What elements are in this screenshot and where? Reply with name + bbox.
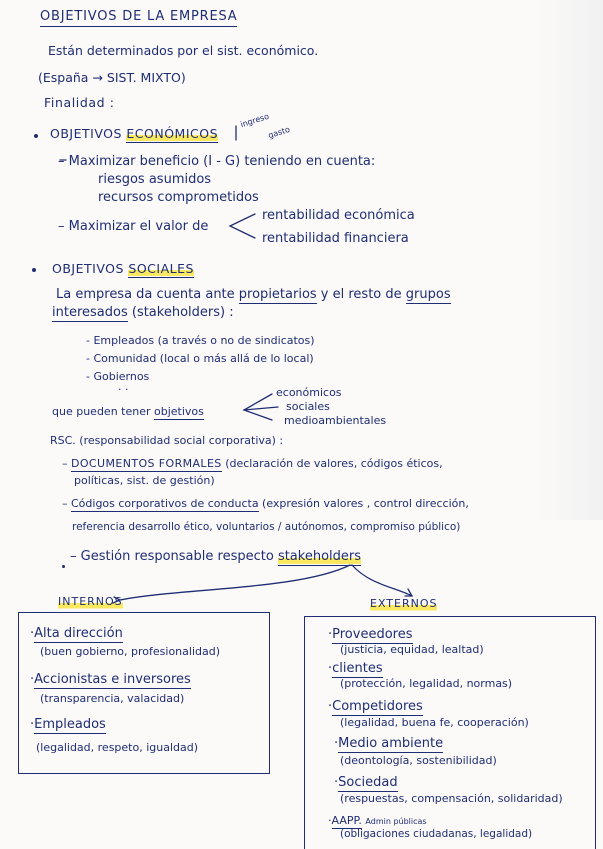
externos-item-4: ·Medio ambiente [334,736,444,751]
page-title: OBJETIVOS DE LA EMPRESA [40,10,237,27]
obj-type-medioambientales: medioambientales [284,414,387,427]
group-dots: · · [118,383,129,396]
sociales-line2-b: (stakeholders) : [127,305,234,320]
sociales-line1-a: La empresa da cuenta ante [56,287,239,302]
externos-item-2-desc: (protección, legalidad, normas) [340,677,513,690]
bullet-dot [32,268,36,272]
sociales-line2-interesados: interesados [52,305,128,320]
intro-line: Están determinados por el sist. económico. [48,43,319,58]
economicos-heading [50,127,218,141]
sociales-heading-prefix: OBJETIVOS [52,261,129,276]
rsc-documentos-desc-2: políticas, sist. de gestión) [74,474,215,487]
gestion-prefix: – Gestión responsable respecto [70,549,278,564]
internos-item-2: ·Accionistas e inversores [30,672,191,687]
branch-rentabilidad-economica: rentabilidad económica [262,208,415,223]
finalidad-label: Finalidad : [44,95,115,110]
bracket-objetivos-mid [244,407,278,410]
externos-item-6-extra: Admin públicas [365,817,427,826]
externos-item-6-desc: (obligaciones ciudadanas, legalidad) [340,828,533,840]
objetivos-line [52,406,204,419]
spain-line: (España → SIST. MIXTO) [38,70,186,85]
internos-item-1: ·Alta dirección [30,626,123,641]
sociales-line1-c: y el resto de [316,287,406,302]
internos-item-3-title: Empleados [34,717,106,732]
rsc-codigos-title: Códigos corporativos de conducta [71,497,259,510]
sociales-heading-highlight: SOCIALES [128,261,194,276]
objetivos-word: objetivos [154,405,204,418]
economicos-sub-1: riesgos asumidos [98,172,212,187]
internos-item-3: ·Empleados [30,717,106,732]
internos-item-1-desc: (buen gobierno, profesionalidad) [40,645,220,658]
obj-type-economicos: económicos [276,386,342,399]
note-gasto: gasto [267,124,292,141]
internos-item-3-desc: (legalidad, respeto, igualdad) [36,741,199,754]
externos-item-3: ·Competidores [328,699,423,714]
arrow-internos [120,565,350,600]
sociales-line-2 [52,306,234,321]
externos-label: EXTERNOS [370,597,438,610]
rsc-documentos-title: DOCUMENTOS FORMALES [71,457,222,470]
externos-item-6: ·AAPP. Admin públicas [328,814,427,827]
rsc-documentos-desc: (declaración de valores, códigos éticos, [221,457,443,470]
branch-rentabilidad-financiera: rentabilidad financiera [262,231,409,246]
arrow-externos [352,565,412,596]
externos-item-5-desc: (respuestas, compensación, solidaridad) [340,792,563,805]
sociales-heading [52,262,194,276]
sociales-line1-grupos: grupos [405,287,451,302]
group-empleados: - Empleados (a través o no de sindicatos) [86,334,315,347]
externos-item-5: ·Sociedad [334,775,398,790]
bracket-objetivos [244,394,272,420]
rsc-codigos: – Códigos corporativos de conducta (expresión valores , control dirección, [62,497,469,510]
externos-item-6-title: AAPP. [331,814,362,827]
externos-item-4-desc: (deontología, sostenibilidad) [340,754,497,767]
bullet-dot [62,565,65,568]
bullet-dot [34,134,38,138]
group-comunidad: - Comunidad (local o más allá de lo local) [86,352,314,365]
rsc-codigos-desc: (expresión valores , control dirección, [258,497,469,510]
externos-item-1-desc: (justicia, equidad, lealtad) [340,643,484,656]
note-ingreso: ingreso [239,111,271,130]
economicos-heading-highlight: ECONÓMICOS [126,126,219,141]
background-bleed [533,0,603,520]
rsc-codigos-desc-2: referencia desarrollo ético, voluntarios / autónomos, compromiso público) [72,521,461,533]
externos-item-3-desc: (legalidad, buena fe, cooperación) [340,716,529,729]
internos-label: INTERNOS [58,595,123,608]
gestion-line [70,550,361,565]
economicos-item-2: – Maximizar el valor de [58,219,209,234]
economicos-heading-prefix: OBJETIVOS [50,126,127,141]
bracket-valor [230,214,255,238]
sociales-line-1 [56,288,451,303]
externos-item-5-title: Sociedad [338,775,398,790]
economicos-sub-2: recursos comprometidos [98,190,259,205]
internos-item-1-title: Alta dirección [34,626,123,641]
internos-item-2-title: Accionistas e inversores [34,672,191,687]
rsc-heading: RSC. (responsabilidad social corporativa) : [50,434,284,447]
externos-item-1-title: Proveedores [332,627,413,642]
externos-item-2-title: clientes [332,661,383,676]
externos-item-3-title: Competidores [332,699,423,714]
gestion-stakeholders: stakeholders [277,549,362,564]
obj-type-sociales: sociales [286,400,330,413]
externos-item-2: ·clientes [328,661,383,676]
externos-item-4-title: Medio ambiente [338,736,444,751]
objetivos-prefix: que pueden tener [52,405,154,418]
internos-item-2-desc: (transparencia, valacidad) [40,692,185,705]
arrowhead-externos [405,589,412,596]
sociales-line1-propietarios: propietarios [238,287,317,302]
group-gobiernos: - Gobiernos [86,370,150,383]
rsc-documentos: – DOCUMENTOS FORMALES (declaración de valores, códigos éticos, [62,457,443,470]
economicos-item-1: – Maximizar beneficio (I - G) teniendo en cuenta: [58,154,376,169]
externos-item-1: ·Proveedores [328,627,413,642]
